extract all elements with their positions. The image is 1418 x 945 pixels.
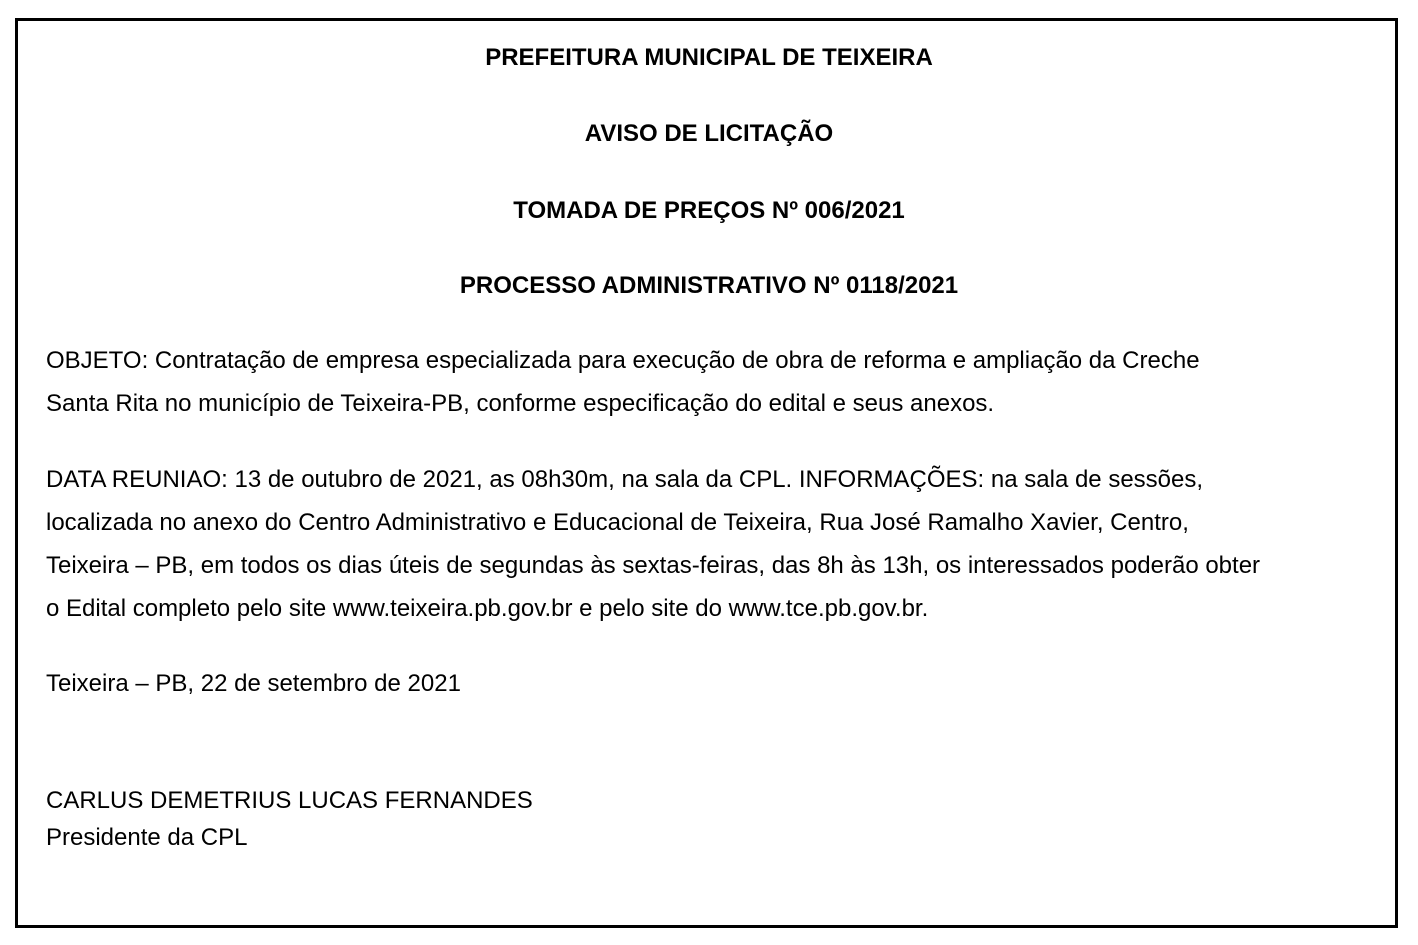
meeting-info-line: DATA REUNIAO: 13 de outubro de 2021, as 08h30m, na sala da CPL. INFORMAÇÕES: na sala de sessões, xyxy=(46,466,1204,493)
notice-title: AVISO DE LICITAÇÃO xyxy=(584,120,834,147)
objeto-paragraph xyxy=(46,339,1381,425)
meeting-info-paragraph xyxy=(46,458,1381,630)
issuer-title: PREFEITURA MUNICIPAL DE TEIXEIRA xyxy=(485,44,933,71)
signatory-role: Presidente da CPL xyxy=(46,824,248,851)
objeto-line: Santa Rita no município de Teixeira-PB, conforme especificação do edital e seus anexos. xyxy=(46,390,995,417)
tender-number: TOMADA DE PREÇOS Nº 006/2021 xyxy=(513,197,905,224)
meeting-info-line: o Edital completo pelo site www.teixeira.pb.gov.br e pelo site do www.tce.pb.gov.br. xyxy=(46,595,929,622)
process-number: PROCESSO ADMINISTRATIVO Nº 0118/2021 xyxy=(459,272,959,299)
place-date-text: Teixeira – PB, 22 de setembro de 2021 xyxy=(46,670,461,697)
objeto-line: OBJETO: Contratação de empresa especializada para execução de obra de reforma e ampliação da Creche xyxy=(46,347,1200,374)
meeting-info-line: localizada no anexo do Centro Administrativo e Educacional de Teixeira, Rua José Ramalho Xavier, Centro, xyxy=(46,509,1189,536)
signatory-name: CARLUS DEMETRIUS LUCAS FERNANDES xyxy=(46,787,533,814)
place-date xyxy=(46,662,1381,705)
signature-block xyxy=(46,782,1381,856)
meeting-info-line: Teixeira – PB, em todos os dias úteis de segundas às sextas-feiras, das 8h às 13h, os interessados poderão obter xyxy=(46,552,1261,579)
